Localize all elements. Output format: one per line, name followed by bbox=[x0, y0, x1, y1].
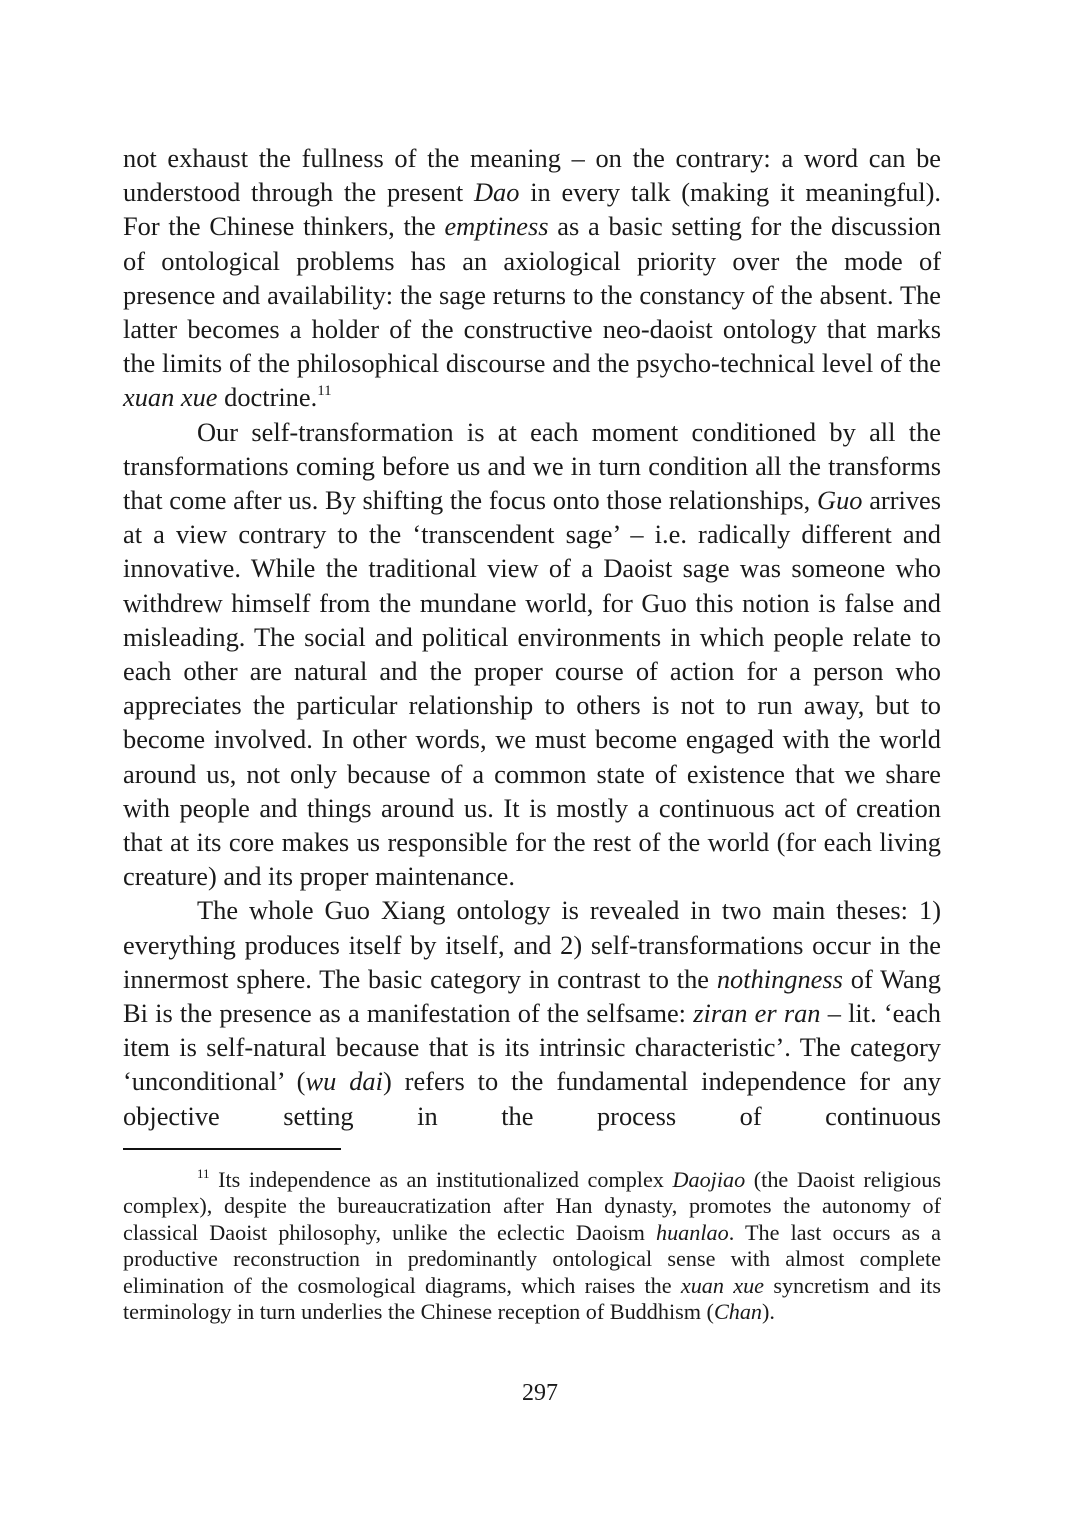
p1-seg-0: not exhaust the fullness of the meaning – on the contrary: a word can be understood through the present bbox=[123, 143, 941, 208]
fn-seg-6: syncretism and its terminology in turn underlies the Chinese reception of Buddhism ( bbox=[123, 1272, 941, 1325]
fn-seg-4: . The last occurs as a productive reconstruction in predominantly ontological sense with almost complete elimination of the cosmological diagrams, which raises the bbox=[123, 1219, 941, 1298]
footnote-11 bbox=[123, 1167, 941, 1325]
p1-seg-2: in every talk (making it meaningful). For the Chinese thinkers, the bbox=[123, 177, 941, 242]
footnote-separator bbox=[123, 1148, 341, 1150]
page-body bbox=[123, 141, 941, 1133]
term-xuan-xue-fn: xuan xue bbox=[680, 1272, 765, 1298]
term-chan: Chan bbox=[713, 1299, 763, 1325]
p2-seg-0: Our self-transformation is at each moment conditioned by all the transformations coming before us and we in turn condition all the transforms that come after us. By shifting the focus onto those relationships, bbox=[123, 416, 941, 516]
body-text bbox=[123, 141, 941, 1133]
p3-seg-0: The whole Guo Xiang ontology is revealed in two main theses: 1) everything produces itself by itself, and 2) self-transformations occur in the innermost sphere. The basic category in contrast to the bbox=[123, 895, 941, 994]
footnote-marker: 11 bbox=[197, 1166, 210, 1181]
paragraph-1 bbox=[123, 141, 941, 415]
term-nothingness: nothingness bbox=[716, 963, 843, 994]
fn-seg-0: Its independence as an institutionalized complex bbox=[209, 1167, 673, 1192]
p3-seg-4: – lit. ‘each item is self-natural because that is its intrinsic characteristic’. The category ‘unconditional’ ( bbox=[123, 998, 942, 1097]
footnotes bbox=[123, 1167, 941, 1325]
p2-seg-2: arrives at a view contrary to the ‘transcendent sage’ – i.e. radically different and innovative. While the traditional view of a Daoist sage was someone who withdrew himself from the mundane world, for Guo this notion is false and misleading. The social and political environments in which people relate to each other are natural and the proper course of action for a person who appreciates the particular relationship to others is not to run away, but to become involved. In other words, we must become engaged with the world around us, not only because of a common state of existence that we share with people and things around us. It is mostly a continuous act of creation that at its core makes us responsible for the rest of the world (for each living creature) and its proper maintenance. bbox=[123, 485, 941, 892]
p1-seg-4: as a basic setting for the discussion of ontological problems has an axiological priority over the mode of presence and availability: the sage returns to the constancy of the absent. The latter becomes a holder of the constructive neo-daoist ontology that marks the limits of the philosophical discourse and the psycho-technical level of the bbox=[123, 211, 941, 379]
term-dao: Dao bbox=[473, 177, 520, 208]
term-emptiness: emptiness bbox=[444, 211, 549, 242]
term-ziran-er-ran: ziran er ran bbox=[693, 998, 821, 1029]
term-wu-dai: wu dai bbox=[305, 1066, 383, 1097]
footnote-ref-11[interactable]: 11 bbox=[317, 383, 332, 400]
fn-seg-8: ). bbox=[762, 1299, 775, 1325]
p3-seg-6: ) refers to the fundamental independence for any objective setting in the process of continuous bbox=[123, 1066, 941, 1131]
term-xuan-xue: xuan xue bbox=[123, 382, 218, 413]
p1-seg-6: doctrine. bbox=[217, 382, 318, 413]
page-number: 297 bbox=[522, 1380, 558, 1406]
p3-seg-2: of Wang Bi is the presence as a manifestation of the selfsame: bbox=[123, 963, 941, 1029]
term-guo: Guo bbox=[817, 485, 863, 516]
paragraph-3 bbox=[123, 893, 941, 1132]
term-huanlao: huanlao bbox=[655, 1219, 729, 1245]
paragraph-2 bbox=[123, 415, 941, 894]
term-daojiao: Daojiao bbox=[672, 1167, 746, 1192]
fn-seg-2: (the Daoist religious complex), despite the bureaucratization after Han dynasty, promotes the autonomy of classical Daoist philosophy, unlike the eclectic Daoism bbox=[123, 1167, 941, 1245]
